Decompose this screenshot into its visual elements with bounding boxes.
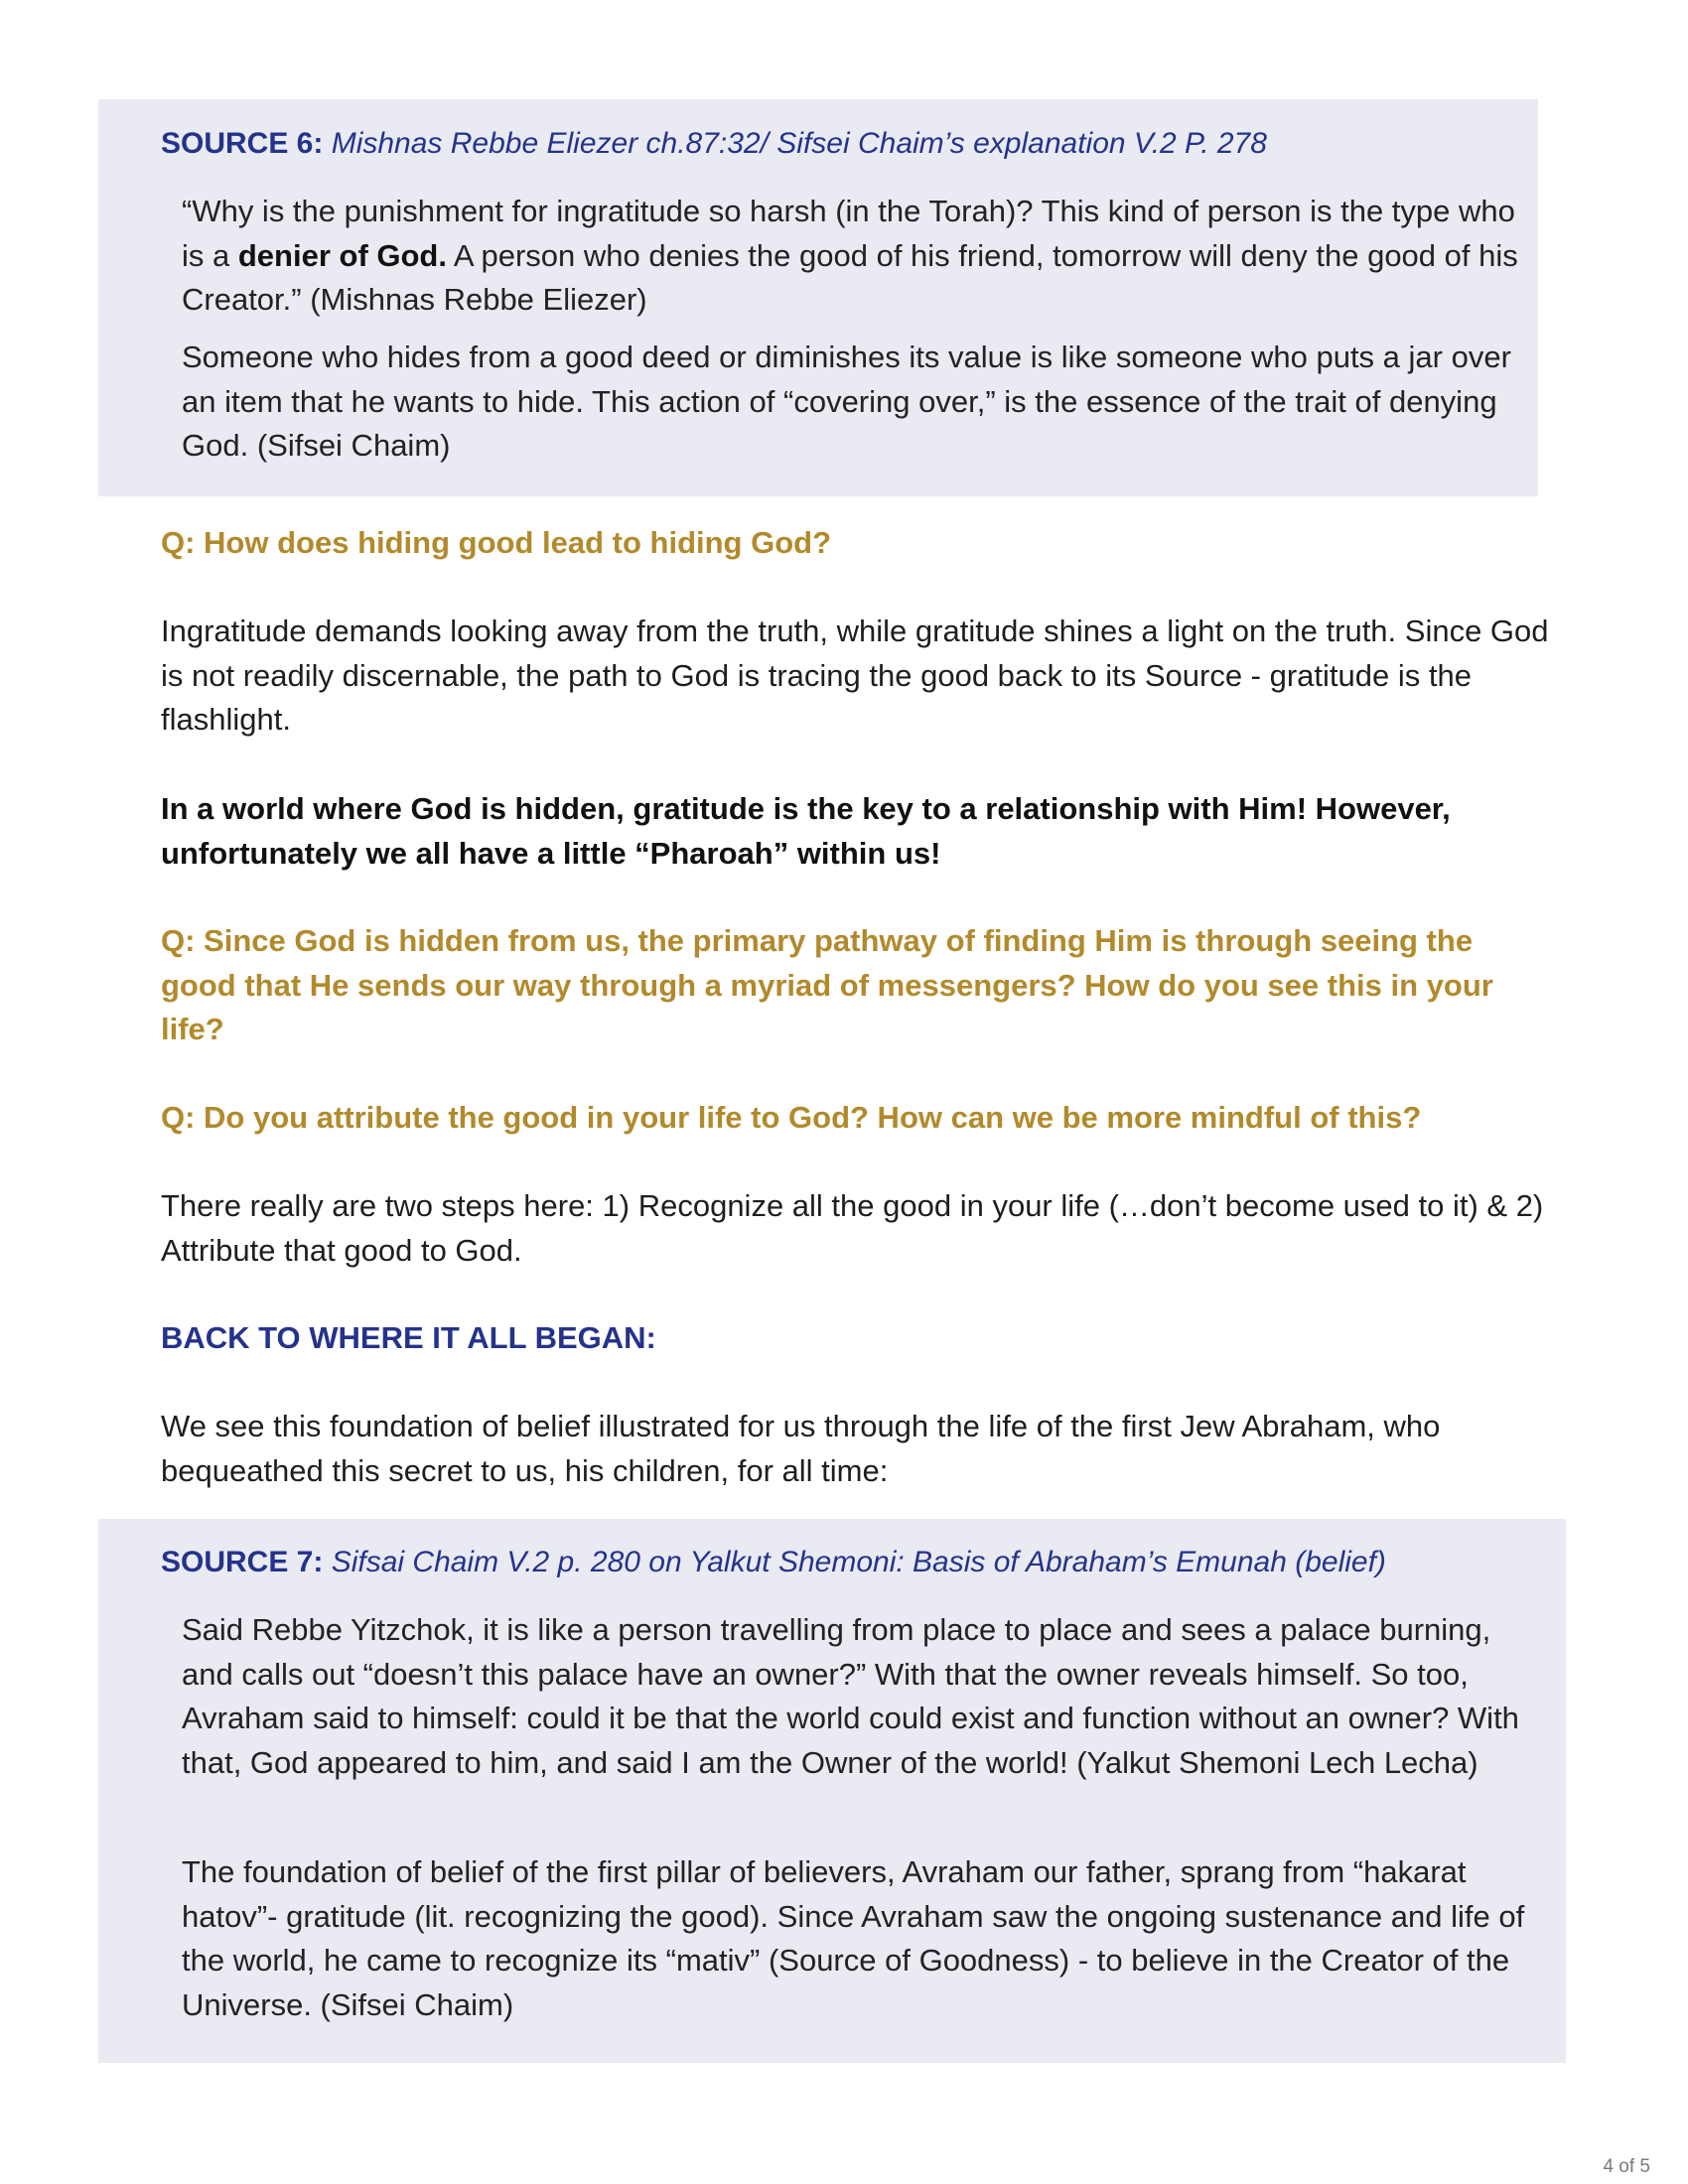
source-7-quote: Said Rebbe Yitzchok, it is like a person travelling from place to place and sees a palace burning, and calls out “doesn’t this palace have an owner?” With that the owner reveals himself. So too, Avraham said to himself: could it be that the world could exist and function without an owner? With that, God appeared to him, and said I am the Owner of the world! (Yalkut Shemoni Lech Lecha): [182, 1612, 1519, 1780]
source-6-quote-bold: denier of God.: [237, 237, 447, 273]
paragraph-ingratitude: Ingratitude demands looking away from the truth, while gratitude shines a light on the truth. Since God is not readily discernable, the path to God is tracing the good back to its Source - gratitude is the flashlight.: [161, 614, 1549, 737]
source-6-label: SOURCE 6:: [161, 127, 324, 160]
bold-statement: In a world where God is hidden, gratitude is the key to a relationship with Him! However, unfortunately we all have a little “Pharoah” within us!: [161, 791, 1451, 871]
source-6-quote: [182, 190, 1532, 323]
paragraph-two-steps: There really are two steps here: 1) Recognize all the good in your life (…don’t become used to it) & 2) Attribute that good to God.: [161, 1188, 1544, 1268]
source-7-explanation: The foundation of belief of the first pillar of believers, Avraham our father, sprang from “hakarat hatov”- gratitude (lit. recognizing the good). Since Avraham saw the ongoing sustenance and life of the world, he came to recognize its “mativ” (Source of Goodness) - to believe in the Creator of the Universe. (Sifsei Chaim): [182, 1854, 1525, 2022]
source-6-quote-end: A person who denies the good of his friend, tomorrow will deny the good of his Creator.” (Mishnas Rebbe Eliezer): [182, 237, 1518, 317]
source-7-label: SOURCE 7:: [161, 1546, 324, 1578]
source-6-quote-start: “Why is the punishment for ingratitude so harsh (in the Torah)? This kind of person is the type who is a: [182, 194, 1515, 273]
source-7-reference: Sifsai Chaim V.2 p. 280 on Yalkut Shemoni: Basis of Abraham’s Emunah (belief): [331, 1546, 1386, 1578]
source-7-heading: [161, 1544, 1386, 1581]
heading-back-to-beginning: BACK TO WHERE IT ALL BEGAN:: [161, 1320, 656, 1355]
question-attribute-good: Q: Do you attribute the good in your life to God? How can we be more mindful of this?: [161, 1100, 1422, 1135]
question-hiding-good: Q: How does hiding good lead to hiding God?: [161, 525, 832, 560]
page-number: 4 of 5: [1603, 2156, 1650, 2177]
source-6-heading: [161, 125, 1267, 163]
paragraph-abraham: We see this foundation of belief illustrated for us through the life of the first Jew Abraham, who bequeathed this secret to us, his children, for all time:: [161, 1409, 1441, 1488]
source-6-reference: Mishnas Rebbe Eliezer ch.87:32/ Sifsei Chaim’s explanation V.2 P. 278: [331, 127, 1267, 160]
question-god-hidden: Q: Since God is hidden from us, the primary pathway of finding Him is through seeing the good that He sends our way through a myriad of messengers? How do you see this in your life?: [161, 923, 1493, 1046]
source-6-explanation: Someone who hides from a good deed or diminishes its value is like someone who puts a jar over an item that he wants to hide. This action of “covering over,” is the essence of the trait of denying God. (Sifsei Chaim): [182, 340, 1511, 463]
